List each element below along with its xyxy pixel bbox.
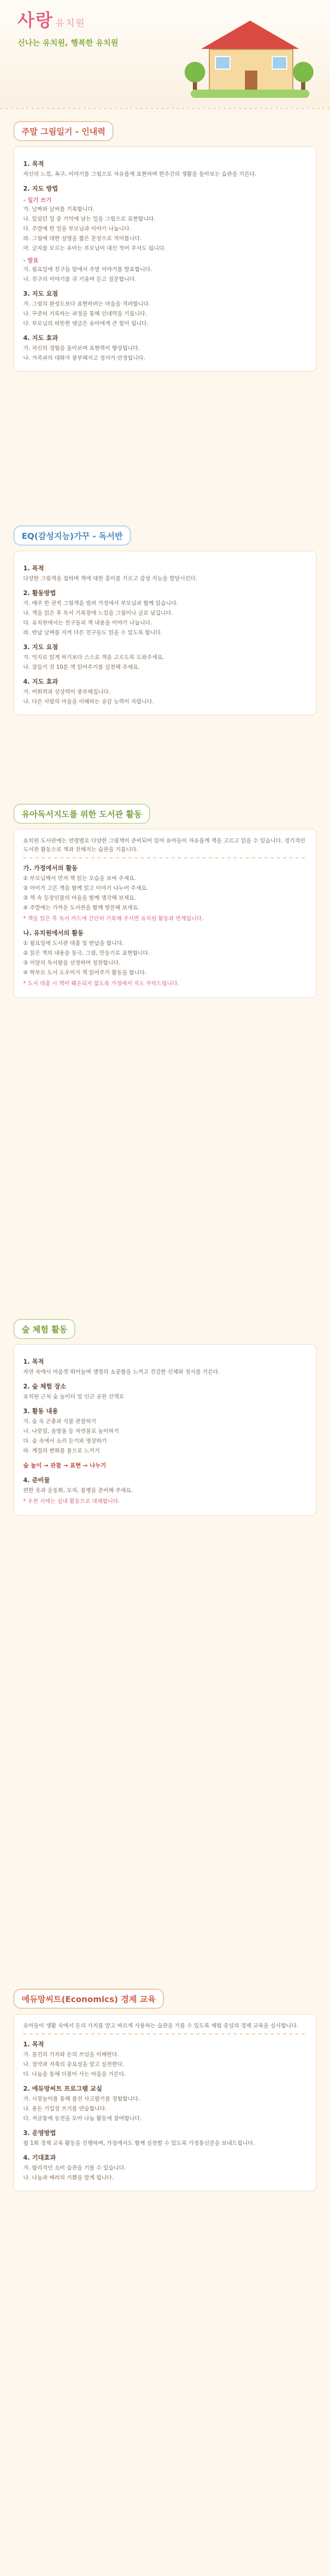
heading: 1. 목적 bbox=[23, 565, 44, 572]
text: 다. 부모님의 따뜻한 댓글은 유아에게 큰 힘이 됩니다. bbox=[23, 320, 149, 327]
text: 가. 자신의 경험을 돌아보며 표현력이 향상됩니다. bbox=[23, 345, 140, 351]
text: 다. 유치원에서는 친구들과 책 내용을 이야기 나눕니다. bbox=[23, 620, 152, 626]
section-body bbox=[13, 146, 317, 371]
section-weekend-diary bbox=[13, 121, 317, 371]
heading: 가. 가정에서의 활동 bbox=[23, 865, 78, 872]
heading: 3. 활동 내용 bbox=[23, 1408, 58, 1415]
text: 월 1회 경제 교육 활동을 진행하며, 가정에서도 함께 실천할 수 있도록 가정통신문을 보내드립니다. bbox=[23, 2140, 255, 2146]
text: 나. 꾸준히 기록하는 과정을 통해 인내력을 기릅니다. bbox=[23, 311, 147, 317]
school-illustration bbox=[191, 21, 309, 98]
logo-text: 사랑 유치원 bbox=[18, 10, 86, 31]
note: * 도서 대출 시 책이 훼손되지 않도록 가정에서 지도 부탁드립니다. bbox=[23, 980, 179, 987]
intro-text: 유치원 도서관에는 연령별로 다양한 그림책이 준비되어 있어 유아들이 자유롭게 책을 고르고 읽을 수 있습니다. 정기적인 도서관 활동으로 책과 친해지는 습관을 기릅니다. bbox=[23, 838, 306, 853]
text: 라. 반납 날짜를 지켜 다른 친구들도 읽을 수 있도록 합니다. bbox=[23, 630, 163, 636]
text: 나. 있었던 일 중 기억에 남는 일을 그림으로 표현합니다. bbox=[23, 216, 156, 222]
divider bbox=[23, 2033, 307, 2035]
heading: 1. 목적 bbox=[23, 1358, 44, 1365]
header bbox=[0, 0, 330, 109]
text: ① 월요일에 도서관 대출 및 반납을 합니다. bbox=[23, 940, 124, 946]
section-body bbox=[13, 2014, 317, 2191]
text: 나. 잠들기 전 10분 책 읽어주기를 실천해 주세요. bbox=[23, 664, 140, 670]
text: ③ 책 속 등장인물의 마음을 함께 생각해 보세요. bbox=[23, 895, 136, 901]
text: 가. 월요일에 친구들 앞에서 주말 이야기를 발표합니다. bbox=[23, 266, 152, 273]
heading: 3. 지도 요점 bbox=[23, 290, 58, 297]
text: 자연 속에서 마음껏 뛰어놀며 생명의 소중함을 느끼고 건강한 신체와 정서를 기른다. bbox=[23, 1369, 220, 1375]
section-body bbox=[13, 551, 317, 715]
heading: 2. 지도 방법 bbox=[23, 185, 58, 192]
text: 라. 계절의 변화를 몸으로 느끼기 bbox=[23, 1448, 100, 1454]
note: * 책을 읽은 후 독서 카드에 간단히 기록해 주시면 유치원 활동과 연계됩니다. bbox=[23, 916, 204, 922]
heading: 나. 유치원에서의 활동 bbox=[23, 929, 84, 937]
text: 가. 날짜와 날씨를 기록합니다. bbox=[23, 206, 95, 212]
divider bbox=[23, 857, 307, 858]
text: ② 아이가 고른 책을 함께 읽고 이야기 나누어 주세요. bbox=[23, 885, 148, 891]
text: ③ 이달의 독서왕을 선정하여 칭찬합니다. bbox=[23, 960, 121, 966]
text: 나. 나눔과 배려의 기쁨을 알게 됩니다. bbox=[23, 2175, 114, 2181]
section-reading-club bbox=[13, 526, 317, 715]
section-title: 유아독서지도를 위한 도서관 활동 bbox=[13, 804, 150, 824]
text: 유치원 근처 숲 놀이터 및 인근 공원 산책로 bbox=[23, 1394, 124, 1400]
text: 다. 나눔을 통해 더불어 사는 마음을 기른다. bbox=[23, 2071, 126, 2077]
text: 다. 숲 속에서 소리 듣기와 명상하기 bbox=[23, 1438, 107, 1444]
heading: 4. 지도 효과 bbox=[23, 678, 58, 685]
heading: 4. 지도 효과 bbox=[23, 334, 58, 342]
text: 가. 물건의 가치와 돈의 쓰임을 이해한다. bbox=[23, 2052, 119, 2058]
text: 나. 가족과의 대화가 풍부해지고 정서가 안정됩니다. bbox=[23, 355, 145, 361]
section-forest bbox=[13, 1319, 317, 1516]
text: 가. 억지로 읽게 하기보다 스스로 책을 고르도록 도와주세요. bbox=[23, 654, 164, 660]
section-title: EQ(감성지능)가꾸 - 독서반 bbox=[13, 526, 131, 546]
heading: 3. 운영방법 bbox=[23, 2129, 56, 2137]
heading: 4. 기대효과 bbox=[23, 2154, 56, 2161]
text: 나. 책을 읽은 후 독서 기록장에 느낌을 그림이나 글로 남깁니다. bbox=[23, 610, 173, 616]
intro-text: 유아들이 생활 속에서 돈의 가치를 알고 바르게 사용하는 습관을 기를 수 있도록 체험 중심의 경제 교육을 실시합니다. bbox=[23, 2023, 299, 2029]
text: ④ 주말에는 가까운 도서관을 함께 방문해 보세요. bbox=[23, 905, 140, 911]
slogan: 신나는 유치원, 행복한 유치원 bbox=[18, 38, 119, 47]
section-economics bbox=[13, 1989, 317, 2191]
highlight-text: 숲 놀이 → 관찰 → 표현 → 나누기 bbox=[23, 1462, 106, 1469]
subheading: - 일기 쓰기 bbox=[23, 197, 52, 204]
text: 가. 숲 속 곤충과 식물 관찰하기 bbox=[23, 1418, 96, 1425]
heading: 2. 에듀망씨트 프로그램 교실 bbox=[23, 2085, 102, 2092]
note: * 우천 시에는 실내 활동으로 대체합니다. bbox=[23, 1498, 120, 1504]
heading: 2. 활동방법 bbox=[23, 589, 56, 597]
heading: 2. 숲 체험 장소 bbox=[23, 1383, 67, 1390]
text: 가. 시장놀이를 통해 물건 사고팔기를 경험합니다. bbox=[23, 2096, 140, 2102]
text: 편한 옷과 운동화, 모자, 물병을 준비해 주세요. bbox=[23, 1487, 133, 1494]
text: ② 읽은 책의 내용을 동극, 그림, 만들기로 표현합니다. bbox=[23, 950, 150, 956]
heading: 3. 지도 요점 bbox=[23, 643, 58, 651]
text: 다양한 그림책을 접하며 책에 대한 흥미를 기르고 감성 지능을 발달시킨다. bbox=[23, 575, 197, 582]
text: 나. 다른 사람의 마음을 이해하는 공감 능력이 자랍니다. bbox=[23, 699, 154, 705]
heading: 1. 목적 bbox=[23, 160, 44, 167]
section-title: 에듀망씨트(Economics) 경제 교육 bbox=[13, 1989, 164, 2009]
text: 다. 주말에 한 일을 부모님과 이야기 나눕니다. bbox=[23, 226, 131, 232]
section-library bbox=[13, 804, 317, 998]
text: 나. 용돈 기입장 쓰기를 연습합니다. bbox=[23, 2106, 107, 2112]
section-body bbox=[13, 1344, 317, 1516]
subheading: - 발표 bbox=[23, 257, 39, 264]
text: 나. 친구의 이야기를 귀 기울여 듣고 질문합니다. bbox=[23, 276, 137, 282]
text: 나. 나뭇잎, 솔방울 등 자연물로 놀이하기 bbox=[23, 1428, 119, 1434]
text: 가. 매주 한 권씩 그림책을 빌려 가정에서 부모님과 함께 읽습니다. bbox=[23, 600, 178, 606]
text: 다. 저금통에 동전을 모아 나눔 활동에 참여합니다. bbox=[23, 2115, 142, 2122]
text: 자신의 느낌, 욕구, 이야기를 그림으로 자유롭게 표현하며 한주간의 생활을 돌아보는 습관을 기른다. bbox=[23, 171, 257, 177]
text: 나. 절약과 저축의 중요성을 알고 실천한다. bbox=[23, 2061, 124, 2067]
text: 가. 그림의 완성도보다 표현하려는 마음을 격려합니다. bbox=[23, 301, 151, 307]
text: 가. 합리적인 소비 습관을 기를 수 있습니다. bbox=[23, 2165, 126, 2171]
text: 라. 그림에 대한 설명을 짧은 문장으로 적어봅니다. bbox=[23, 235, 142, 242]
text: 마. 글자를 모르는 유아는 부모님이 대신 적어 주셔도 됩니다. bbox=[23, 245, 166, 251]
text: 가. 어휘력과 상상력이 풍부해집니다. bbox=[23, 689, 110, 695]
section-body bbox=[13, 829, 317, 998]
heading: 1. 목적 bbox=[23, 2041, 44, 2048]
text: ① 부모님께서 먼저 책 읽는 모습을 보여 주세요. bbox=[23, 875, 136, 882]
heading: 4. 준비물 bbox=[23, 1477, 50, 1484]
section-title: 주말 그림일기 - 인내력 bbox=[13, 121, 113, 141]
section-title: 숲 체험 활동 bbox=[13, 1319, 75, 1339]
logo[interactable] bbox=[18, 10, 118, 48]
text: ④ 학부모 도서 도우미가 책 읽어주기 활동을 합니다. bbox=[23, 970, 146, 976]
